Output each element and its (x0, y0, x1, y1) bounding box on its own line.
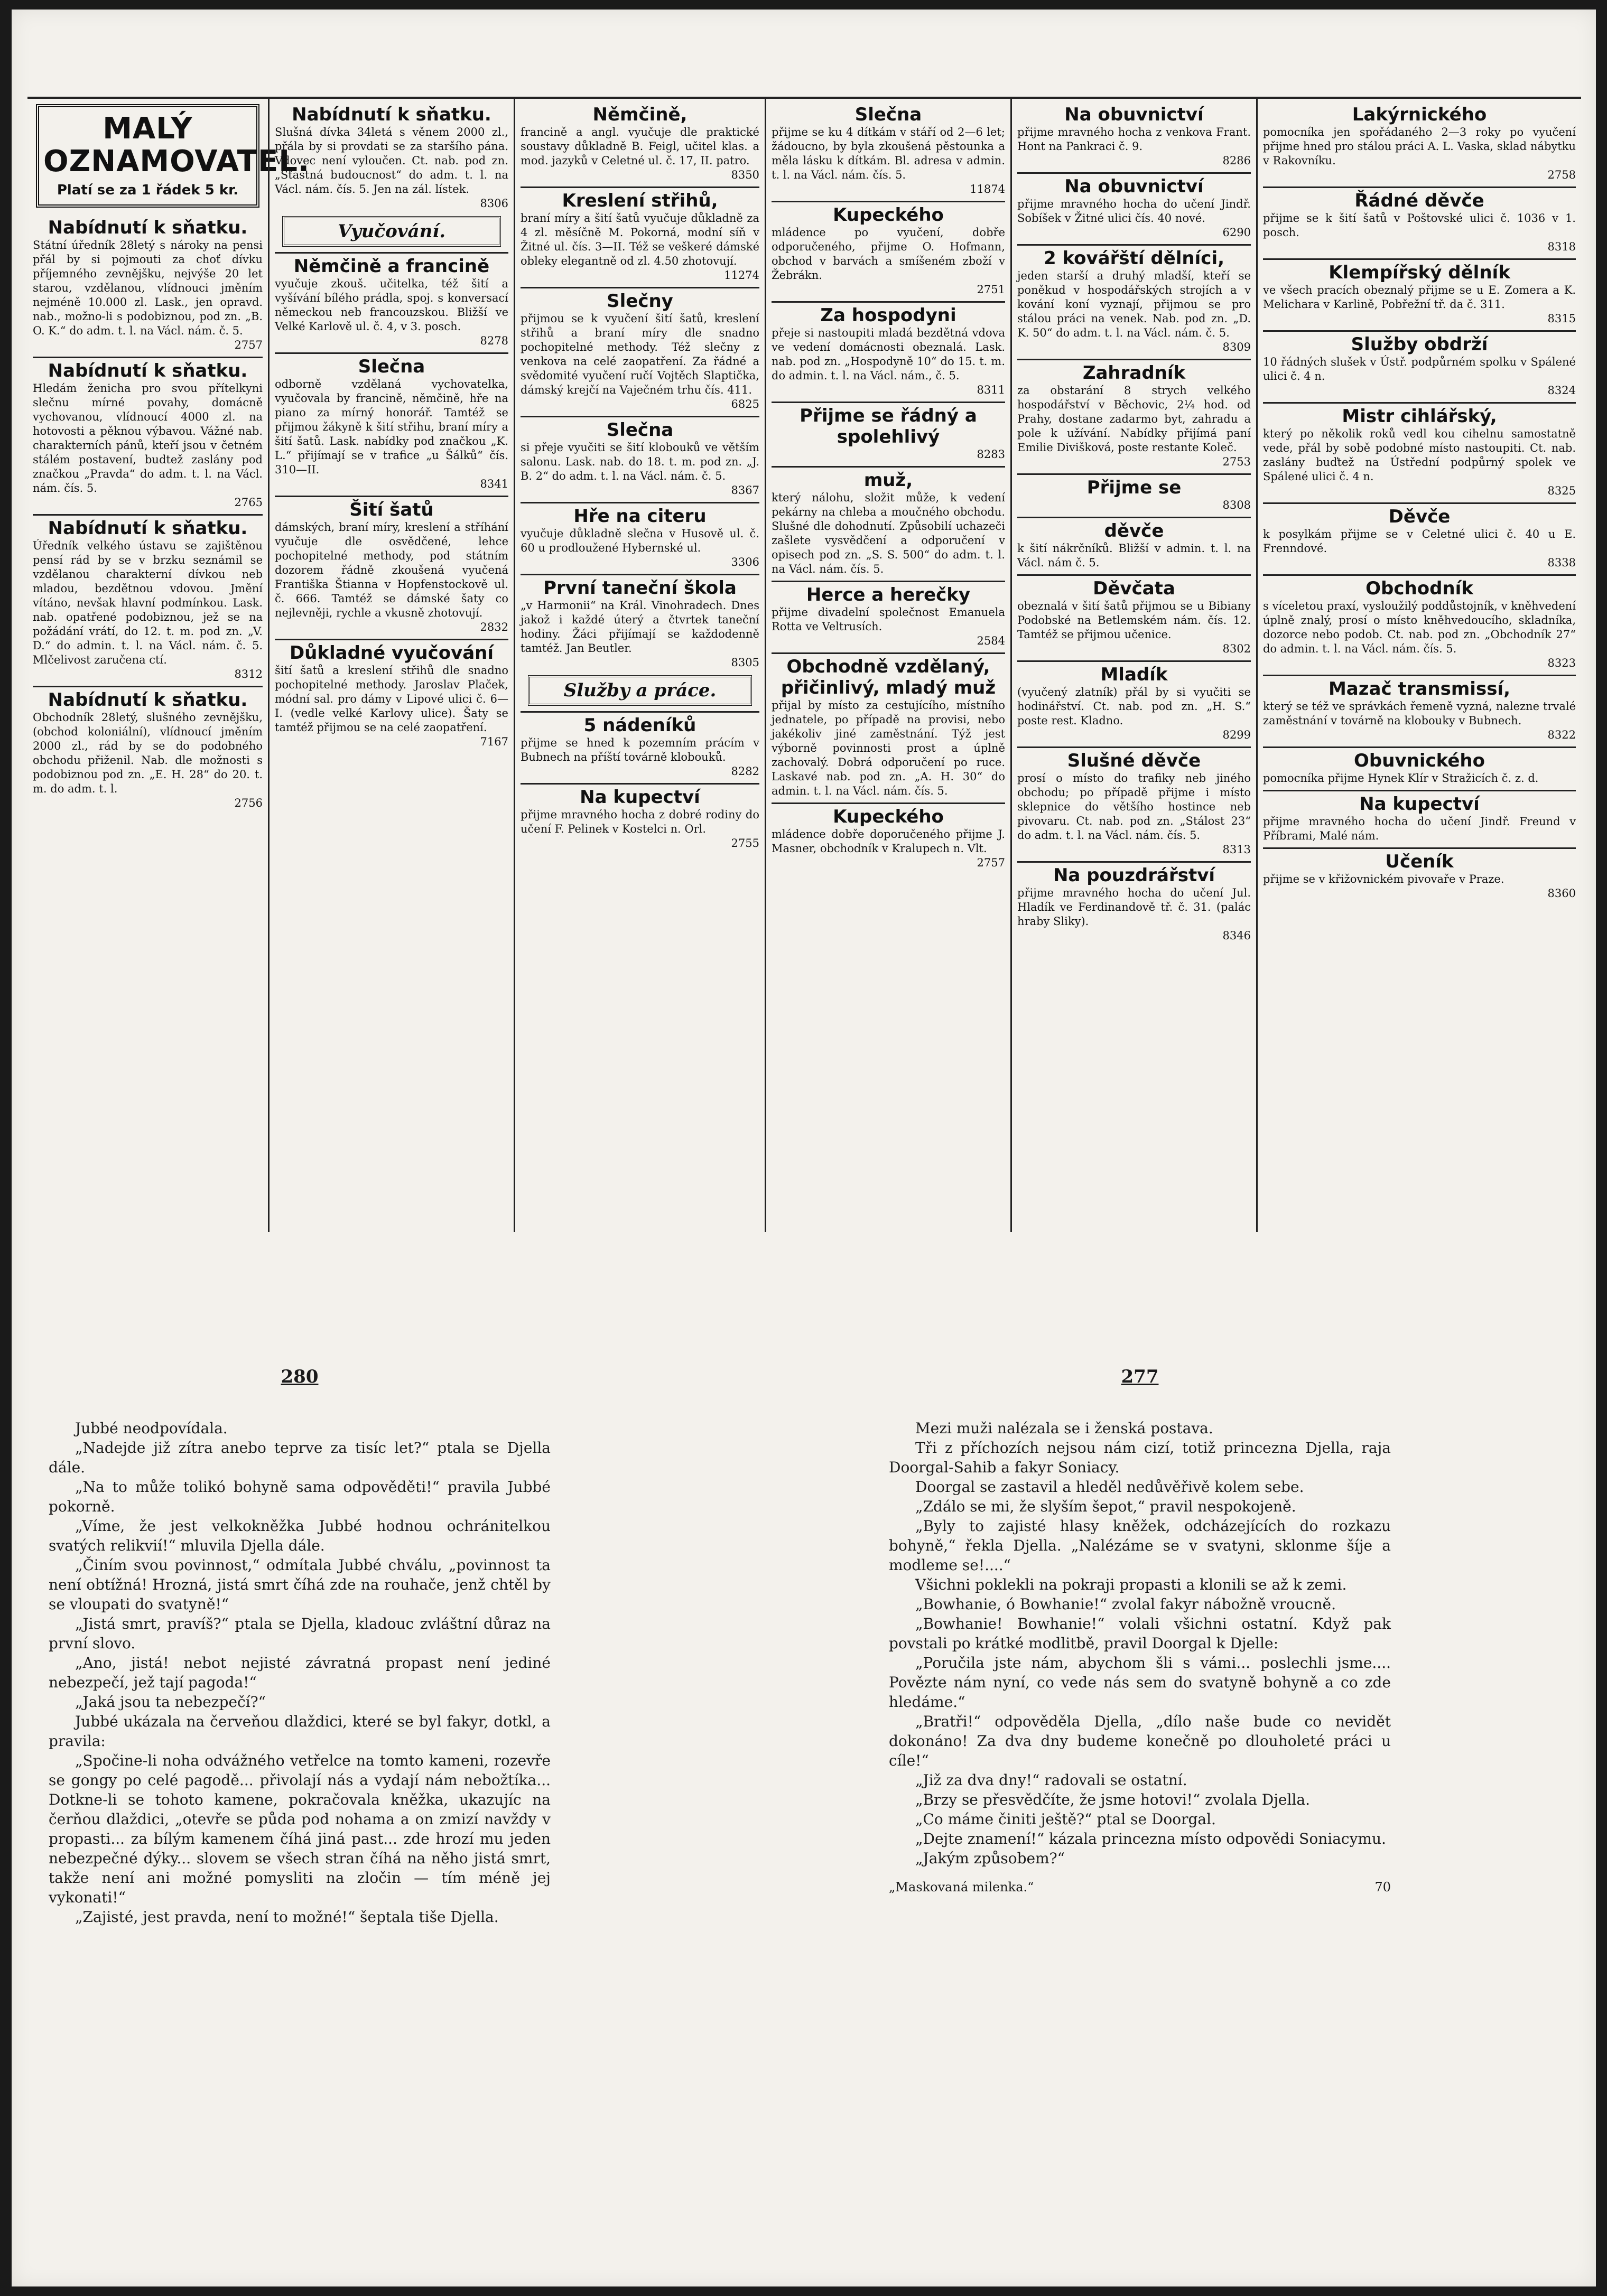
column-3-ads (521, 102, 759, 851)
ad-body: Státní úředník 28letý s nároky na pensi přál by si pojmouti za choť dívku příjemného zevnějšku, nejvýše 20 let starou, vzdělanou, vlídnouci jměním nejméně 10.000 zl. Lask., jen opravd. nab., možno-li s podobiznou, pod zn. „B. O. K.“ do adm. t. l. na Václ. nám. č. 5. (33, 239, 263, 337)
ad-number: 6290 (1222, 226, 1251, 239)
story-paragraph: „Bowhanie, ó Bowhanie!“ zvolal fakyr nábožně vroucně. (915, 1595, 1336, 1613)
ad-number: 3306 (731, 556, 759, 568)
ad-body: vyučuje zkouš. učitelka, též šití a vyšívání bílého prádla, spoj. s konversací německou neb francouzskou. Bližší ve Velké Karlově ul. č. 4, v 3. posch. (275, 277, 508, 333)
classified-ad (33, 357, 263, 510)
ad-number: 2758 (1547, 169, 1576, 181)
classified-ad (772, 201, 1005, 297)
ad-heading: Kreslení střihů, (521, 186, 759, 211)
classified-ad (275, 639, 508, 749)
classified-ad (1263, 847, 1576, 901)
ad-body: jeden starší a druhý mladší, kteří se poněkud v hospodářských strojích a v kování koní vyznají, přijmou se pro stálou práci na venek. Nab. pod zn. „D. K. 50“ do adm. t. l. na Václ. nám. č. 5. (1017, 269, 1251, 339)
ad-number: 8367 (731, 484, 759, 497)
ad-heading: Nabídnutí k sňatku. (33, 357, 263, 381)
ad-number: 2751 (977, 283, 1005, 296)
ad-heading: Němčině a francině (275, 252, 508, 277)
story-right-text (889, 1418, 1391, 1868)
ad-body: šití šatů a kreslení střihů dle snadno pochopitelné methody. Jaroslav Plaček, módní sal. pro dámy v Lipové ulici č. 6—I. (vedle velké Karlovy ulice). Šaty se tamtéž přijmou se na celé zaopatření. (275, 664, 508, 734)
ad-body: přijme mravného hocha do učení Jindř. Freund v Příbrami, Malé nám. (1263, 815, 1576, 842)
ad-heading: Nabídnutí k sňatku. (33, 514, 263, 539)
ad-heading: Nabídnutí k sňatku. (33, 686, 263, 711)
ad-number: 11274 (724, 269, 759, 282)
classified-ad (772, 581, 1005, 648)
ad-heading: děvče (1017, 517, 1251, 542)
ad-heading: Lakýrnického (1352, 104, 1487, 125)
classified-ad (275, 352, 508, 491)
ad-heading: Přijme se (1017, 473, 1251, 498)
ad-body: mládence po vyučení, dobře odporučeného, přijme O. Hofmann, obchod v barvách a smíšeném zboží v Žebrákn. (772, 226, 1005, 282)
classified-section (27, 97, 1581, 1232)
ad-heading: Na obuvnictví (1064, 104, 1204, 125)
classified-ad (772, 652, 1005, 798)
story-paragraph: „Dejte znamení!“ kázala princezna místo odpovědi Soniacymu. (915, 1830, 1386, 1847)
section-heading: Vyučování. (282, 216, 501, 247)
ad-number: 2832 (480, 621, 508, 633)
classified-ad (275, 102, 508, 211)
classified-ad (521, 502, 759, 570)
ad-number: 11874 (970, 183, 1005, 195)
ad-heading: Slečna (521, 416, 759, 441)
ad-body: přijme mravného hocha z dobré rodiny do učení F. Pelinek v Kostelci n. Orl. (521, 808, 759, 835)
classified-ad (772, 102, 1005, 197)
ad-heading: Na obuvnictví (1017, 172, 1251, 197)
ad-number: 8346 (1222, 929, 1251, 942)
ad-body: Slušná dívka 34letá s věnem 2000 zl., přála by si provdati se za staršího pána. Vdovec není vyloučen. Ct. nab. pod zn. „Šťastná budoucnost“ do adm. t. l. na Václ. nám. čís. 5. Jen na zál. lístek. (275, 126, 508, 195)
story-paragraph: „Nadejde již zítra anebo teprve za tisíc let?“ ptala se Djella dále. (49, 1439, 551, 1476)
page-number-right: 277 (1121, 1366, 1159, 1387)
ad-body: přijme se ku 4 dítkám v stáří od 2—6 let; žádoucno, by byla zkoušená pěstounka a měla lásku k dítkám. Bl. adresa v admin. t. l. na Václ. nám. čís. 5. (772, 126, 1005, 181)
ad-heading: Slečna (275, 352, 508, 377)
story-paragraph: „Ano, jistá! nebot nejisté závratná propast není jediné nebezpečí, jež tají pagoda!“ (49, 1654, 551, 1691)
ad-heading: Děvčata (1017, 574, 1251, 599)
classified-ad (1017, 517, 1251, 570)
ad-number: 8322 (1547, 729, 1576, 741)
ad-heading: Klempířský dělník (1263, 258, 1576, 283)
classified-ad (275, 496, 508, 634)
classified-ad (1263, 746, 1576, 786)
classified-ad (1017, 359, 1251, 469)
ad-number: 2753 (1222, 455, 1251, 468)
ad-number: 7167 (480, 735, 508, 748)
ad-body: přijmou se k vyučení šití šatů, kreslení střihů a braní míry dle snadno pochopitelné methody. Též slečny z venkova na celé zaopatření. Za řádné a svědomité vyučení ručí Vojtěch Slaptička, dámský krejčí na Vaječném trhu čís. 411. (521, 312, 759, 396)
ad-body: který se též ve správkách řemeně vyzná, nalezne trvalé zaměstnání v továrně na klobouky v Bubnech. (1263, 700, 1576, 727)
story-paragraph: „Jistá smrt, pravíš?“ ptala se Djella, kladouc zvláštní důraz na první slovo. (49, 1615, 551, 1652)
ad-heading: Nabídnutí k sňatku. (292, 104, 491, 125)
ad-number: 8282 (731, 765, 759, 778)
column-4 (765, 99, 1010, 1232)
ad-heading: Zahradník (1017, 359, 1251, 384)
ad-heading: Slečny (521, 287, 759, 312)
story-paragraph: „Na to může tolikó bohyně sama odpověděti!“ pravila Jubbé pokorně. (49, 1478, 551, 1515)
ad-body: přijal by místo za cestujícího, místního jednatele, po případě na provisi, nebo jakékoliv jiné zaměstnání. Týž jest výborně povinnosti prost a úplně zachovalý. Dobrá odporučení po ruce. Laskavé nab. pod zn. „A. H. 30“ do admin. t. l. na Václ. nám. čís. 5. (772, 699, 1005, 797)
banner-subtitle: Platí se za 1 řádek 5 kr. (57, 182, 239, 198)
ad-number: 8309 (1222, 341, 1251, 353)
ad-body: který po několik roků vedl kou cihelnu samostatně vede, přál by sobě podobné místo nastoupiti. Ct. nab. zaslány buďtež na Ústřední podpůrný spolek ve Spálené ulici č. 4 n. (1263, 427, 1576, 483)
ad-body: prosí o místo do trafiky neb jiného obchodu; po případě přijme i místo sklepnice do většího hostince neb pivovaru. Ct. nab. pod zn. „Stálost 23“ do adm. t. l. na Václ. nám. čís. 5. (1017, 772, 1251, 842)
ad-number: 8318 (1547, 240, 1576, 253)
ad-body: odborně vzdělaná vychovatelka, vyučovala by francině, němčině, hře na piano za mírný honorář. Tamtéž se přijmou žákyně k šití střihu, braní míry a šití šatů. Lask. nabídky pod značkou „K. L.“ přijímají se v trafice „u Šálků“ čís. 310—II. (275, 378, 508, 476)
ad-number: 8341 (480, 478, 508, 490)
classified-ad (33, 514, 263, 682)
classified-ad (1017, 660, 1251, 742)
story-paragraph: „Co máme činiti ještě?“ ptal se Doorgal. (915, 1810, 1216, 1828)
classified-ad (1263, 502, 1576, 570)
story-paragraph: Mezi muži nalézala se i ženská postava. (915, 1420, 1213, 1437)
column-5-ads (1017, 102, 1251, 943)
story-paragraph: „Zajisté, jest pravda, není to možné!“ šeptala tiše Djella. (75, 1908, 499, 1926)
classified-ad (521, 287, 759, 412)
classified-ad (772, 802, 1005, 870)
story-page-left (49, 1367, 551, 1927)
ad-body: francině a angl. vyučuje dle praktické soustavy důkladně B. Feigl, učitel klas. a mod. jazyků v Celetné ul. č. 17, II. patro. (521, 126, 759, 167)
story-paragraph: Tři z příchozích nejsou nám cizí, totiž princezna Djella, raja Doorgal-Sahib a fakyr Soniacy. (889, 1439, 1391, 1476)
ad-heading: Mladík (1017, 660, 1251, 685)
ad-heading: Kupeckého (772, 802, 1005, 827)
classified-ad (1017, 473, 1251, 512)
ad-heading: Za hospodyni (772, 301, 1005, 326)
ad-heading: Děvče (1263, 502, 1576, 527)
story-footer (889, 1878, 1391, 1897)
story-paragraph: „Jaká jsou ta nebezpečí?“ (75, 1693, 266, 1711)
classified-ad (1263, 330, 1576, 398)
classified-ad (1017, 244, 1251, 354)
ad-body: za obstarání 8 strych velkého hospodářství v Běchovic, 2¼ hod. od Prahy, dostane zadarmo byt, zahradu a pole k užívání. Nabídky přijímá paní Emilie Divišková, poste restante Koleč. (1017, 384, 1251, 454)
story-page-right (889, 1367, 1391, 1897)
story-paragraph: „Poručila jste nám, abychom šli s vámi... poslechli jsme.... Povězte nám nyní, co vede nás sem do svatyně bohyně a co zde hledáme.“ (889, 1654, 1391, 1711)
ad-number: 8286 (1222, 154, 1251, 167)
ad-heading: Obuvnického (1263, 746, 1576, 771)
ad-body: „v Harmonii“ na Král. Vinohradech. Dnes jakož i každé úterý a čtvrtek taneční hodiny. Žáci přijímají se každodenně tamtéž. Jan Beutler. (521, 599, 759, 655)
ad-number: 8313 (1222, 843, 1251, 856)
classified-ad (33, 686, 263, 810)
ad-heading: Na kupectví (1263, 790, 1576, 815)
column-1-ads (33, 215, 263, 810)
classified-ad (1263, 790, 1576, 843)
story-paragraph: „Spočine-li noha odvážného vetřelce na tomto kameni, rozevře se gongy po celé pagodě... přivolají nás a vydají nám nebožtíka... Dotkne-li se tohoto kamene, pokračovala kněžka, ukazujíc na čerňou dlaždici, „otevře se půda pod nohama a on zmizí navždy v propasti... za bílým kamenem číhá jiná past... zde hrozí mu jeden nebezpečné dýky... slovem se všech stran číhá na něho jistá smrt, takže není ani možné pomysliti na zločin — tím méně jej vykonati!“ (49, 1752, 551, 1906)
ad-number: 8299 (1222, 729, 1251, 741)
story-paragraph: „Brzy se přesvědčíte, že jsme hotovi!“ zvolala Djella. (915, 1791, 1310, 1808)
ad-number: 8302 (1222, 642, 1251, 655)
story-paragraph: Jubbé neodpovídala. (75, 1420, 228, 1437)
story-left-text (49, 1418, 551, 1927)
story-paragraph: „Bowhanie! Bowhanie!“ volali všichni ostatní. Když pak povstali po krátké modlitbě, pravil Doorgal k Djelle: (889, 1615, 1391, 1652)
ad-number: 2757 (234, 339, 263, 351)
ad-heading: Učeník (1263, 847, 1576, 872)
footer-title: „Maskovaná milenka.“ (889, 1880, 1034, 1894)
ad-body: braní míry a šití šatů vyučuje důkladně za 4 zl. měsíčně M. Pokorná, modní síň v Žitné ul. čís. 3—II. Též se veškeré dámské obleky elegantně od zl. 4.50 zhotovují. (521, 212, 759, 267)
ad-number: 2756 (234, 797, 263, 809)
ad-body: přijme se v křižovnickém pivovaře v Praze. (1263, 873, 1504, 885)
ad-heading: muž, (772, 466, 1005, 491)
ad-number: 2755 (731, 837, 759, 850)
story-paragraph: „Zdálo se mi, že slyším šepot,“ pravil nespokojeně. (915, 1498, 1296, 1515)
story-paragraph: „Již za dva dny!“ radovali se ostatní. (915, 1771, 1187, 1789)
banner-title: MALÝ OZNAMOVATEL. (43, 111, 310, 179)
story-paragraph: „Víme, že jest velkokněžka Jubbé hodnou ochránitelkou svatých relikvií!“ mluvila Djella dále. (49, 1517, 551, 1554)
ad-body: si přeje vyučiti se šití klobouků ve větším salonu. Lask. nab. do 18. t. m. pod zn. „J. B. 2“ do adm. t. l. na Václ. nám. č. 5. (521, 441, 759, 482)
ad-body: dámských, braní míry, kreslení a stříhání vyučuje dle osvědčené, lehce pochopitelné methody, pod státním dozorem řádně zkoušená vyučená Františka Štianna v Hopfenstockově ul. č. 666. Tamtéž se dámské šaty co nejlevněji, rychle a vkusně zhotovují. (275, 521, 508, 619)
ad-body: ve všech pracích obeznalý přijme se u E. Zomera a K. Melichara v Karlině, Pobřežní tř. da č. 311. (1263, 284, 1576, 311)
classified-ad (1263, 574, 1576, 670)
ad-body: k šití nákrčníků. Bližší v admin. t. l. na Václ. nám č. 5. (1017, 542, 1251, 569)
ad-number: 8350 (731, 169, 759, 181)
story-paragraph: „Jakým způsobem?“ (915, 1850, 1065, 1867)
ad-heading: Přijme se řádný a spolehlivý (772, 402, 1005, 447)
ad-number: 8323 (1547, 657, 1576, 669)
ad-body: (vyučený zlatník) přál by si vyučiti se hodinářství. Ct. nab. pod zn. „H. S.“ poste rest. Kladno. (1017, 686, 1251, 727)
ad-body: pomocníka přijme Hynek Klír v Stražicích č. z. d. (1263, 772, 1539, 785)
ad-heading: Služby obdrží (1263, 330, 1576, 355)
ad-body: 10 řádných slušek v Ústř. podpůrném spolku v Spálené ulici č. 4 n. (1263, 356, 1576, 382)
ad-body: přijme divadelní společnost Emanuela Rotta ve Veltrusích. (772, 606, 1005, 633)
ad-heading: Obchodně vzdělaný, přičinlivý, mladý muž (772, 652, 1005, 698)
ad-heading: První taneční škola (521, 574, 759, 599)
ad-number: 2757 (977, 856, 1005, 869)
classified-ad (521, 574, 759, 670)
ad-body: Úředník velkého ústavu se zajištěnou pensí rád by se v brzku seznámil se vzdělanou charakterní dívkou neb mladou, bezdětnou vdovou. Jmění vítáno, nevšak hlavní podmínkou. Lask. nab. opatřené podobiznou, jež se na požádání vrátí, do 12. t. m. pod zn. „V. D.“ do admin. t. l. na Václ. nám. č. 5. Mlčelivost zaručena ctí. (33, 539, 263, 666)
ad-number: 6825 (731, 398, 759, 410)
ad-body: přijme mravného hocha do učení Jul. Hladík ve Ferdinandově tř. č. 31. (palác hraby Sliky). (1017, 886, 1251, 928)
classified-ad (1017, 861, 1251, 943)
story-paragraph: Všichni poklekli na pokraji propasti a klonili se až k zemi. (915, 1576, 1347, 1593)
ad-number: 8338 (1547, 556, 1576, 569)
ad-body: s víceletou praxí, vysloužilý poddůstojník, v kněhvedení úplně znalý, prosí o místo kněhvedoucího, skladníka, dozorce nebo podob. Ct. nab. pod zn. „Obchodník 27“ do admin. t. l. na Václ. nám. čís. 5. (1263, 600, 1576, 655)
ad-number: 8325 (1547, 484, 1576, 497)
story-paragraph: „Činím svou povinnost,“ odmítala Jubbé chválu, „povinnost ta není obtížná! Hrozná, jistá smrt číhá zde na rouhače, jenž chtěl by se vloupati do svatyně!“ (49, 1556, 551, 1613)
classified-ad (1017, 102, 1251, 168)
ad-body: pomocníka jen spořádaného 2—3 roky po vyučení přijme hned pro stálou práci A. L. Vaska, sklad nábytku v Rakovníku. (1263, 126, 1576, 167)
ad-number: 8278 (480, 334, 508, 347)
ad-heading: Na kupectví (521, 783, 759, 808)
ad-number: 8283 (977, 448, 1005, 461)
ad-body: Obchodník 28letý, slušného zevnějšku, (obchod koloniální), vlídnoucí jměním 2000 zl., rád by se do podobného obchodu přiženil. Nab. dle možnosti s podobiznou pod zn. „E. H. 28“ do 20. t. m. do adm. t. l. (33, 711, 263, 795)
ad-number: 8360 (1547, 887, 1576, 900)
classified-ad (772, 466, 1005, 576)
classified-ad (521, 711, 759, 779)
classified-ad (521, 416, 759, 498)
column-5 (1010, 99, 1256, 1232)
classified-ad (1263, 258, 1576, 326)
column-2 (268, 99, 514, 1232)
classified-ad (521, 102, 759, 182)
classified-ad (1263, 186, 1576, 254)
ad-heading: Hře na citeru (521, 502, 759, 527)
ad-heading: Němčině, (592, 104, 688, 125)
classified-ad (33, 215, 263, 352)
ad-body: Hledám ženicha pro svou přítelkyni slečnu mírné povahy, domácně vychovanou, vlídnoucí 4000 zl. na hotovosti a pěknou výbavou. Vážné nab. charakterních pánů, kteří jsou v četném stálém postavení, budtež zaslány pod značkou „Pravda“ do adm. t. l. na Václ. nám. čís. 5. (33, 382, 263, 494)
ad-heading: Nabídnutí k sňatku. (48, 217, 248, 238)
ad-heading: 5 nádeníků (521, 711, 759, 736)
ad-heading: Řádné děvče (1263, 186, 1576, 211)
ad-heading: Důkladné vyučování (275, 639, 508, 664)
ad-heading: Šití šatů (275, 496, 508, 520)
ad-number: 8312 (234, 668, 263, 680)
column-4-ads (772, 102, 1005, 870)
classified-ad (521, 783, 759, 851)
ad-body: přijme mravného hocha z venkova Frant. Hont na Pankraci č. 9. (1017, 126, 1251, 153)
classified-ad (275, 252, 508, 348)
ad-number: 2765 (234, 496, 263, 509)
story-paragraph: „Byly to zajisté hlasy kněžek, odcházejících do rozkazu bohyně,“ řekla Djella. „Nalézáme se v svatyni, sklonme šíje a modleme se!....“ (889, 1517, 1391, 1574)
ad-heading: Obchodník (1263, 574, 1576, 599)
classified-ad (1017, 172, 1251, 240)
ad-body: přijme se k šití šatů v Poštovské ulici č. 1036 v 1. posch. (1263, 212, 1576, 239)
classified-ad (772, 402, 1005, 462)
classified-ad (1263, 402, 1576, 498)
ad-heading: 2 kovářští dělníci, (1017, 244, 1251, 269)
column-6-ads (1263, 102, 1576, 901)
ad-heading: Herce a herečky (772, 581, 1005, 605)
ad-heading: Mazač transmissí, (1263, 675, 1576, 699)
ad-number: 8308 (1222, 499, 1251, 511)
page-number-left: 280 (281, 1366, 319, 1387)
ad-number: 8315 (1547, 312, 1576, 325)
ad-number: 8324 (1547, 384, 1576, 397)
ad-body: obeznalá v šití šatů přijmou se u Bibiany Podobské na Betlemském nám. čís. 12. Tamtéž se přijmou učenice. (1017, 600, 1251, 641)
column-3 (514, 99, 765, 1232)
ad-body: k posylkám přijme se v Celetné ulici č. 40 u E. Frenndové. (1263, 528, 1576, 555)
classified-ad (521, 186, 759, 283)
ad-body: přeje si nastoupiti mladá bezdětná vdova ve vedení domácnosti obeznalá. Lask. nab. pod zn. „Hospodyně 10“ do 15. t. m. do admin. t. l. na Václ. nám., č. 5. (772, 326, 1005, 382)
ad-body: mládence dobře doporučeného přijme J. Masner, obchodník v Kralupech n. Vlt. (772, 828, 1005, 855)
ad-number: 8305 (731, 656, 759, 669)
column-1 (27, 99, 310, 1232)
ad-body: vyučuje důkladně slečna v Husově ul. č. 60 u prodloužené Hybernské ul. (521, 527, 759, 554)
ad-body: přijme se hned k pozemním prácím v Bubnech na příští továrně klobouků. (521, 736, 759, 763)
classified-ad (1263, 675, 1576, 742)
classifieds-banner (36, 104, 310, 208)
footer-number: 70 (1374, 1880, 1391, 1894)
ad-number: 8306 (480, 197, 508, 210)
ad-heading: Na pouzdrářství (1017, 861, 1251, 886)
classified-ad (1263, 102, 1576, 182)
story-paragraph: „Bratři!“ odpověděla Djella, „dílo naše bude co nevidět dokonáno! Za dva dny budeme konečně po dlouholeté práci u cíle!“ (889, 1713, 1391, 1769)
story-paragraph: Doorgal se zastavil a hleděl nedůvěřivě kolem sebe. (915, 1478, 1304, 1496)
classified-ad (1017, 574, 1251, 656)
ad-number: 8311 (977, 384, 1005, 396)
section-heading: Služby a práce. (528, 675, 752, 706)
column-2-ads (275, 102, 508, 749)
ad-heading: Kupeckého (772, 201, 1005, 226)
ad-body: přijme mravného hocha do učení Jindř. Sobíšek v Žitné ulici čís. 40 nové. (1017, 198, 1251, 225)
ad-body: který nálohu, složit může, k vedení pekárny na chleba a moučného obchodu. Slušné dle dohodnutí. Způsobilí uchazeči zašlete vysvědčení a odporučení v opisech pod zn. „S. S. 500“ do adm. t. l. na Václ. nám. čís. 5. (772, 491, 1005, 575)
ad-number: 2584 (977, 634, 1005, 647)
ad-heading: Slušné děvče (1017, 746, 1251, 771)
ad-heading: Mistr cihlářský, (1263, 402, 1576, 427)
newspaper-page (12, 10, 1596, 2286)
classified-ad (1017, 746, 1251, 857)
column-6 (1256, 99, 1581, 1232)
story-paragraph: Jubbé ukázala na červeňou dlaždici, které se byl fakyr, dotkl, a pravila: (49, 1713, 551, 1750)
ad-heading: Slečna (854, 104, 922, 125)
classified-ad (772, 301, 1005, 397)
